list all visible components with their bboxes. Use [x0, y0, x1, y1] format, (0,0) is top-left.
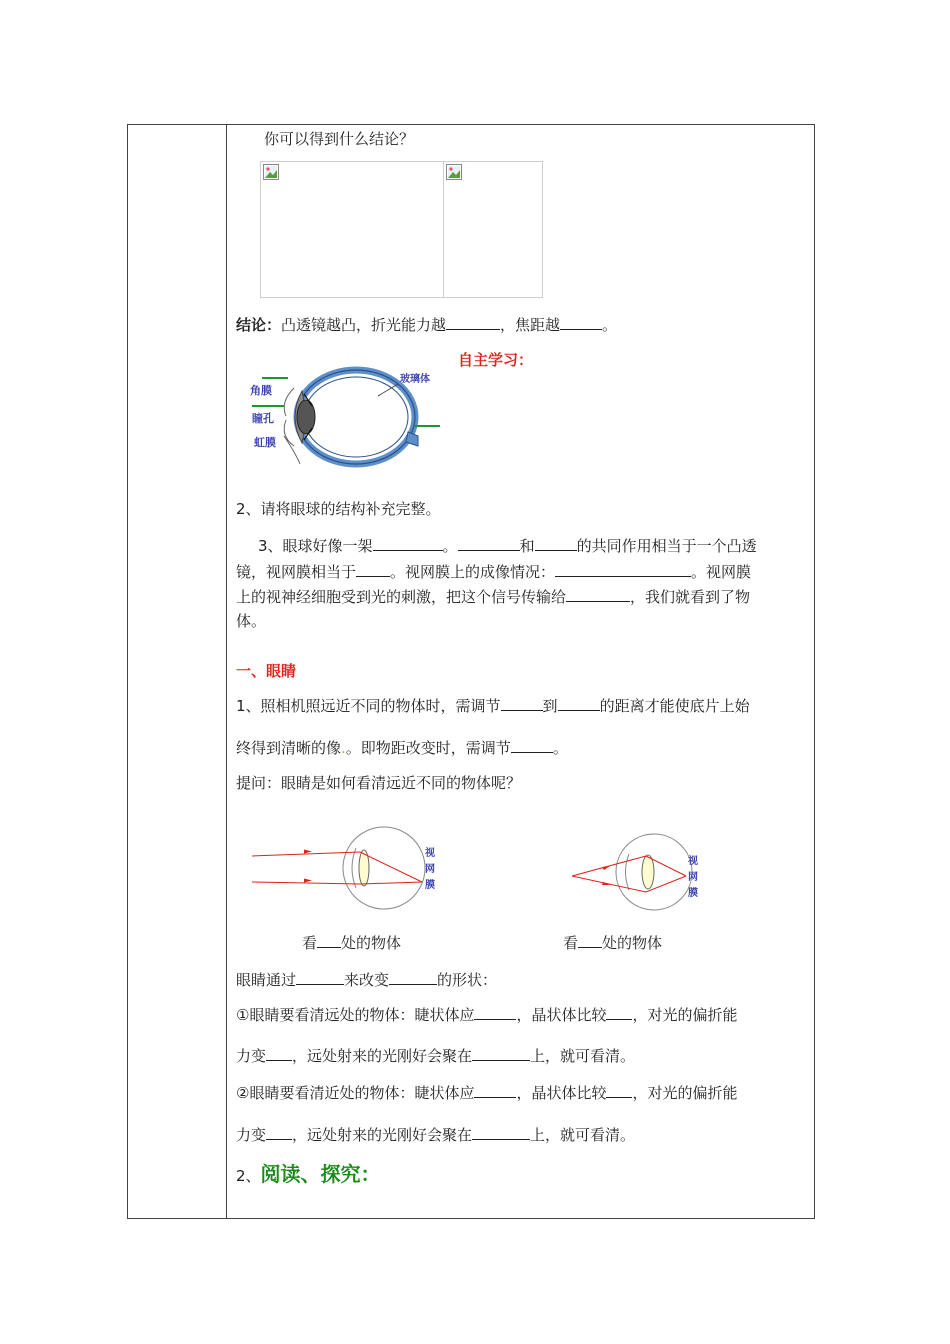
retina-label-right: 视网膜	[688, 856, 698, 899]
answer-blank[interactable]	[266, 1045, 292, 1061]
answer-blank[interactable]	[566, 586, 630, 602]
answer-blank[interactable]	[474, 1004, 516, 1020]
near-line-1: ②眼睛要看清近处的物体：睫状体应 ，晶状体比较 ，对光的偏折能	[236, 1084, 738, 1102]
item-3-line-4: 体。	[236, 612, 267, 630]
iris-label: 虹膜	[254, 436, 276, 449]
caption-right: 看 处的物体	[563, 934, 663, 952]
camera-line-1: 1、照相机照远近不同的物体时，需调节 到 的距离才能使底片上始	[236, 697, 750, 715]
caption-left: 看 处的物体	[302, 934, 402, 952]
item-3-line-2: 镜，视网膜相当于 。视网膜上的成像情况： 。视网膜	[236, 563, 752, 581]
image-placeholder-left	[260, 161, 444, 298]
item-3-line-3: 上的视神经细胞受到光的刺激，把这个信号传输给 ，我们就看到了物	[236, 588, 751, 606]
far-line-1: ①眼睛要看清远处的物体：睫状体应 ，晶状体比较 ，对光的偏折能	[236, 1006, 738, 1024]
broken-image-icon	[446, 164, 462, 180]
answer-blank[interactable]	[317, 932, 341, 948]
answer-blank[interactable]	[266, 1124, 292, 1140]
eyeball-diagram	[246, 358, 446, 476]
answer-blank[interactable]	[474, 1082, 516, 1098]
item-3-line-1: 3、眼球好像一架 。 和 的共同作用相当于一个凸透	[258, 537, 757, 555]
answer-blank[interactable]	[555, 561, 691, 577]
read-explore-heading: 2、阅读、探究：	[236, 1162, 381, 1186]
answer-blank[interactable]	[511, 737, 553, 753]
answer-blank[interactable]	[472, 1045, 530, 1061]
eye-question: 提问：眼睛是如何看清远近不同的物体呢？	[236, 774, 522, 792]
far-vision-diagram	[252, 824, 452, 912]
section-heading-eye: 一、眼睛	[236, 662, 297, 680]
item-2: 2、请将眼球的结构补充完整。	[236, 500, 441, 518]
answer-blank[interactable]	[606, 1004, 632, 1020]
near-vision-diagram	[566, 830, 696, 912]
answer-blank[interactable]	[356, 561, 390, 577]
adjust-line: 眼睛通过 来改变 的形状：	[236, 971, 498, 989]
near-line-2: 力变 ，远处射来的光刚好会聚在 上，就可看清。	[236, 1126, 636, 1144]
conclusion-line: 结论：凸透镜越凸，折光能力越 ，焦距越 。	[236, 316, 618, 334]
self-study-heading: 自主学习：	[458, 351, 534, 369]
retina-label-left: 视网膜	[425, 848, 435, 891]
answer-blank[interactable]	[535, 535, 577, 551]
broken-image-icon	[263, 164, 279, 180]
vitreous-label: 玻璃体	[400, 374, 430, 385]
answer-blank[interactable]	[560, 314, 602, 330]
answer-blank[interactable]	[296, 969, 344, 985]
conclusion-label: 结论：	[236, 316, 282, 334]
answer-blank[interactable]	[606, 1082, 632, 1098]
camera-line-2: 终得到清晰的像.。即物距改变时，需调节 。	[236, 739, 568, 757]
pupil-label: 瞳孔	[252, 412, 274, 425]
image-placeholder-right	[443, 161, 543, 298]
answer-blank[interactable]	[389, 969, 437, 985]
answer-blank[interactable]	[501, 695, 543, 711]
answer-blank[interactable]	[472, 1124, 530, 1140]
far-line-2: 力变 ，远处射来的光刚好会聚在 上，就可看清。	[236, 1047, 636, 1065]
column-divider	[226, 124, 227, 1219]
answer-blank[interactable]	[446, 314, 500, 330]
answer-blank[interactable]	[458, 535, 520, 551]
answer-blank[interactable]	[558, 695, 600, 711]
answer-blank[interactable]	[373, 535, 443, 551]
answer-blank[interactable]	[578, 932, 602, 948]
cornea-label: 角膜	[250, 384, 272, 397]
conclusion-question: 你可以得到什么结论？	[264, 130, 415, 148]
